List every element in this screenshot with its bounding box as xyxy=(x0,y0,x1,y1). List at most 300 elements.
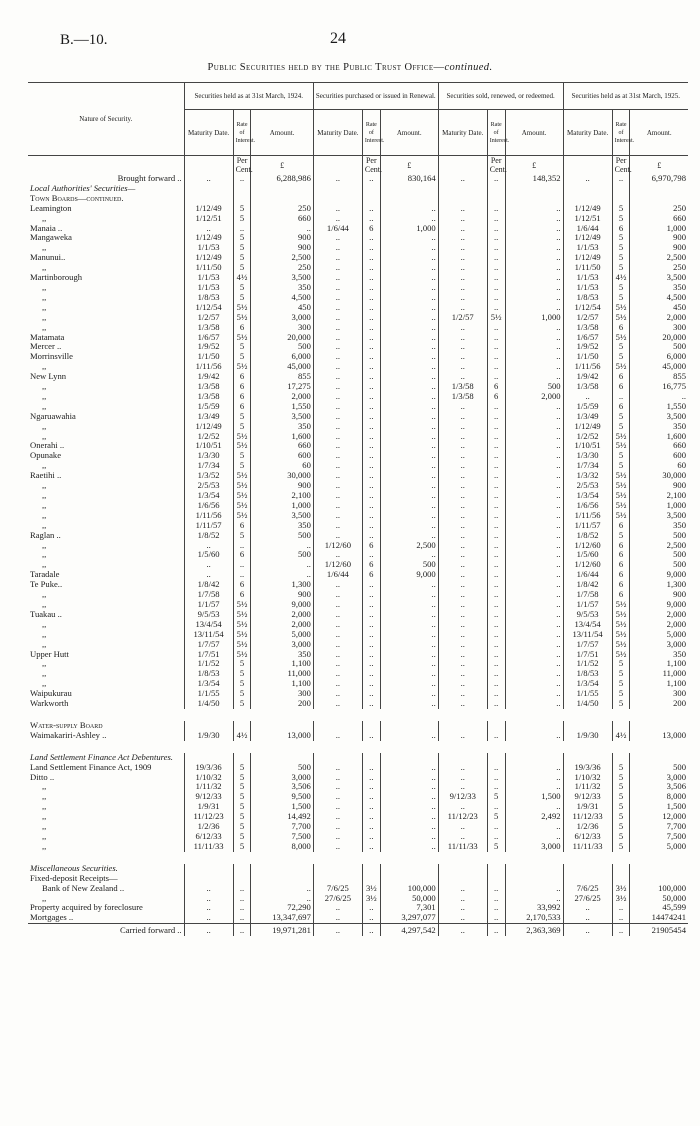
amount-cell: 45,599 xyxy=(630,903,688,913)
amount-cell: .. xyxy=(380,481,438,491)
amount-cell: 1,000 xyxy=(505,313,563,323)
amount-cell: 1,300 xyxy=(251,580,313,590)
amount-cell: .. xyxy=(380,263,438,273)
rate-cell: 5½ xyxy=(612,610,630,620)
rate-cell: .. xyxy=(362,650,380,660)
amount-cell: .. xyxy=(380,842,438,852)
amount-cell: .. xyxy=(380,402,438,412)
maturity-cell: .. xyxy=(438,669,487,679)
rate-cell: 5½ xyxy=(612,333,630,343)
amount-cell: 45,000 xyxy=(251,362,313,372)
security-name: Ditto .. xyxy=(30,771,55,782)
amount-cell: 4,500 xyxy=(630,293,688,303)
amount-cell: 900 xyxy=(251,233,313,243)
maturity-cell: .. xyxy=(313,782,362,792)
rate-cell: 6 xyxy=(362,224,380,234)
amount-cell: .. xyxy=(505,600,563,610)
rate-cell: 6 xyxy=(612,323,630,333)
maturity-cell: 1/9/30 xyxy=(184,731,233,741)
amount-cell: 660 xyxy=(251,214,313,224)
rate-cell: 5 xyxy=(233,792,251,802)
rate-cell: .. xyxy=(487,521,505,531)
amount-cell: .. xyxy=(380,253,438,263)
security-name: ,, xyxy=(42,321,47,332)
maturity-cell: 1/7/51 xyxy=(184,650,233,660)
security-name: Morrinsville xyxy=(30,351,73,362)
amount-cell: .. xyxy=(505,620,563,630)
amount-cell: .. xyxy=(380,659,438,669)
amount-cell: .. xyxy=(505,451,563,461)
rate-cell: .. xyxy=(487,669,505,679)
amount-cell: 60 xyxy=(251,461,313,471)
amount-cell: .. xyxy=(505,580,563,590)
amount-cell: 3,297,077 xyxy=(380,913,438,923)
maturity-cell: 1/11/57 xyxy=(184,521,233,531)
maturity-cell: .. xyxy=(184,884,233,894)
amount-cell: 4,297,542 xyxy=(380,924,438,936)
maturity-cell: .. xyxy=(313,273,362,283)
maturity-cell: 1/5/59 xyxy=(184,402,233,412)
maturity-cell: 1/1/52 xyxy=(184,659,233,669)
rate-cell: .. xyxy=(487,432,505,442)
amount-cell: 8,000 xyxy=(630,792,688,802)
amount-cell: .. xyxy=(380,550,438,560)
amount-cell: .. xyxy=(380,323,438,333)
amount-cell: .. xyxy=(380,822,438,832)
rate-cell: .. xyxy=(487,303,505,313)
amount-cell: 1,550 xyxy=(251,402,313,412)
maturity-cell: 9/12/33 xyxy=(438,792,487,802)
rate-cell: .. xyxy=(362,303,380,313)
amount-cell: .. xyxy=(380,392,438,402)
maturity-cell: 1/6/44 xyxy=(313,224,362,234)
rate-cell: .. xyxy=(487,253,505,263)
rate-cell: 5½ xyxy=(233,640,251,650)
amount-cell: 6,288,986 xyxy=(251,174,313,184)
rate-cell: 5½ xyxy=(233,501,251,511)
maturity-cell: .. xyxy=(313,432,362,442)
maturity-cell: .. xyxy=(438,802,487,812)
amount-cell: .. xyxy=(380,451,438,461)
amount-cell: 250 xyxy=(251,204,313,214)
amount-cell: .. xyxy=(380,382,438,392)
rate-cell: 5½ xyxy=(612,600,630,610)
rate-cell: .. xyxy=(487,174,505,184)
rate-cell: .. xyxy=(362,451,380,461)
table-row xyxy=(28,924,688,936)
maturity-cell: 13/11/54 xyxy=(184,630,233,640)
maturity-cell: 1/12/60 xyxy=(563,541,612,551)
amount-cell: .. xyxy=(380,233,438,243)
maturity-cell: 1/9/42 xyxy=(184,372,233,382)
rate-cell: .. xyxy=(362,521,380,531)
amount-cell: 50,000 xyxy=(630,894,688,904)
amount-cell: .. xyxy=(380,303,438,313)
security-name: Manunui.. xyxy=(30,252,66,263)
rate-cell: 5 xyxy=(233,531,251,541)
amount-cell: 350 xyxy=(251,650,313,660)
amount-cell: 500 xyxy=(630,531,688,541)
page-number: 24 xyxy=(330,30,346,47)
amount-cell: .. xyxy=(380,600,438,610)
rate-cell: 5½ xyxy=(233,610,251,620)
maturity-cell: 1/3/49 xyxy=(184,412,233,422)
maturity-cell: .. xyxy=(438,422,487,432)
rate-cell: 5 xyxy=(612,283,630,293)
amount-cell: .. xyxy=(505,283,563,293)
maturity-cell: .. xyxy=(438,352,487,362)
rate-cell: 5 xyxy=(233,253,251,263)
amount-cell: 450 xyxy=(630,303,688,313)
amount-cell: .. xyxy=(380,630,438,640)
maturity-cell: .. xyxy=(313,521,362,531)
maturity-cell: .. xyxy=(313,699,362,709)
rate-cell: .. xyxy=(487,630,505,640)
maturity-cell: .. xyxy=(563,174,612,184)
security-name: Opunake xyxy=(30,450,62,461)
security-name: ,, xyxy=(42,212,47,223)
maturity-cell: .. xyxy=(313,600,362,610)
amount-cell: 7,700 xyxy=(630,822,688,832)
security-name: Waimakariri-Ashley .. xyxy=(30,729,107,740)
maturity-cell: 1/9/31 xyxy=(184,802,233,812)
rate-cell: .. xyxy=(487,461,505,471)
amount-cell: 2,500 xyxy=(380,541,438,551)
maturity-cell: .. xyxy=(438,174,487,184)
rate-cell: 6 xyxy=(612,402,630,412)
rate-cell: 5 xyxy=(612,679,630,689)
security-name: Martinborough xyxy=(30,272,83,283)
amount-cell: .. xyxy=(380,511,438,521)
rate-cell: .. xyxy=(487,903,505,913)
maturity-cell: .. xyxy=(438,224,487,234)
amount-cell: .. xyxy=(505,541,563,551)
rate-cell: .. xyxy=(362,630,380,640)
maturity-cell: 1/12/49 xyxy=(563,253,612,263)
amount-cell: 350 xyxy=(630,283,688,293)
rate-cell: 5 xyxy=(612,659,630,669)
amount-cell: 8,000 xyxy=(251,842,313,852)
rate-cell: .. xyxy=(362,590,380,600)
rate-cell: .. xyxy=(487,699,505,709)
maturity-cell: 9/12/33 xyxy=(563,792,612,802)
maturity-cell: 1/11/57 xyxy=(563,521,612,531)
maturity-cell: .. xyxy=(438,679,487,689)
maturity-cell: 1/1/50 xyxy=(184,352,233,362)
security-name: Land Settlement Finance Act, 1909 xyxy=(30,761,152,772)
security-name: ,, xyxy=(42,490,47,500)
amount-cell: 1,100 xyxy=(630,679,688,689)
maturity-cell: 1/3/54 xyxy=(563,491,612,501)
rate-cell: .. xyxy=(487,610,505,620)
rate-cell: .. xyxy=(362,283,380,293)
amount-cell: .. xyxy=(380,283,438,293)
amount-cell: 3,500 xyxy=(630,273,688,283)
rate-cell: .. xyxy=(362,782,380,792)
section-heading: Land Settlement Finance Act Debentures. xyxy=(30,751,173,762)
maturity-cell: .. xyxy=(313,659,362,669)
amount-cell: 855 xyxy=(630,372,688,382)
amount-cell: 600 xyxy=(251,451,313,461)
security-name: ,, xyxy=(42,549,47,560)
rate-cell: 5 xyxy=(612,342,630,352)
amount-cell: 7,500 xyxy=(251,832,313,842)
rate-cell: .. xyxy=(612,903,630,913)
maturity-cell: .. xyxy=(438,763,487,773)
rate-cell: 5½ xyxy=(233,481,251,491)
security-name: ,, xyxy=(42,430,47,441)
maturity-cell: 1/5/59 xyxy=(563,402,612,412)
maturity-cell: .. xyxy=(438,372,487,382)
rate-cell: .. xyxy=(362,323,380,333)
maturity-cell: .. xyxy=(184,903,233,913)
table-row xyxy=(28,709,688,721)
amount-cell: .. xyxy=(505,773,563,783)
maturity-cell: .. xyxy=(438,773,487,783)
maturity-cell: 1/3/58 xyxy=(563,382,612,392)
amount-cell: 2,500 xyxy=(630,541,688,551)
maturity-cell: 1/12/51 xyxy=(184,214,233,224)
rate-cell: .. xyxy=(487,342,505,352)
security-name: Manaia .. xyxy=(30,222,63,233)
rate-cell: 5½ xyxy=(612,432,630,442)
amount-cell: .. xyxy=(505,481,563,491)
amount-cell: .. xyxy=(505,333,563,343)
amount-cell: 1,100 xyxy=(630,659,688,669)
amount-cell: .. xyxy=(380,362,438,372)
amount-cell: .. xyxy=(380,832,438,842)
rate-cell: .. xyxy=(362,402,380,412)
rate-cell: .. xyxy=(233,903,251,913)
rate-cell: .. xyxy=(487,402,505,412)
maturity-cell: .. xyxy=(438,913,487,923)
maturity-cell: 1/10/51 xyxy=(563,441,612,451)
rate-cell: .. xyxy=(233,174,251,184)
rate-cell: .. xyxy=(487,763,505,773)
amount-cell: .. xyxy=(380,432,438,442)
maturity-cell: 1/3/54 xyxy=(563,679,612,689)
maturity-cell: 9/12/33 xyxy=(184,792,233,802)
amount-cell: 2,000 xyxy=(251,620,313,630)
security-name: ,, xyxy=(42,499,47,510)
maturity-cell: 1/3/58 xyxy=(184,392,233,402)
amount-cell: .. xyxy=(505,501,563,511)
rate-cell: 6 xyxy=(612,541,630,551)
rate-cell: 3½ xyxy=(612,894,630,904)
rate-cell: 5 xyxy=(233,669,251,679)
amount-cell: .. xyxy=(505,412,563,422)
amount-cell: .. xyxy=(505,224,563,234)
amount-cell: 1,000 xyxy=(251,501,313,511)
units-row xyxy=(28,156,688,175)
security-name: Ngaruawahia xyxy=(30,410,76,421)
amount-cell: 2,000 xyxy=(251,610,313,620)
rate-cell: 5 xyxy=(612,451,630,461)
amount-cell: .. xyxy=(505,402,563,412)
security-name: ,, xyxy=(42,390,47,401)
amount-cell: 1,000 xyxy=(630,224,688,234)
amount-cell: .. xyxy=(505,461,563,471)
maturity-cell: .. xyxy=(313,903,362,913)
maturity-cell: 1/11/32 xyxy=(563,782,612,792)
amount-cell: .. xyxy=(505,659,563,669)
amount-cell: .. xyxy=(505,731,563,741)
maturity-cell: .. xyxy=(438,699,487,709)
rate-cell: .. xyxy=(362,342,380,352)
maturity-cell: 1/3/54 xyxy=(184,491,233,501)
amount-cell: 3,000 xyxy=(251,313,313,323)
amount-cell: 60 xyxy=(630,461,688,471)
maturity-cell: 1/6/44 xyxy=(563,224,612,234)
rate-cell: .. xyxy=(487,884,505,894)
amount-cell: 5,000 xyxy=(630,842,688,852)
rate-cell: 5 xyxy=(612,352,630,362)
maturity-cell: 1/1/57 xyxy=(563,600,612,610)
amount-cell: 2,000 xyxy=(630,313,688,323)
maturity-cell: 1/7/57 xyxy=(563,640,612,650)
amount-cell: 1,300 xyxy=(630,580,688,590)
amount-cell: 30,000 xyxy=(630,471,688,481)
maturity-cell: .. xyxy=(438,630,487,640)
amount-cell: 13,000 xyxy=(251,731,313,741)
maturity-cell: .. xyxy=(563,392,612,402)
maturity-cell: .. xyxy=(313,679,362,689)
maturity-cell: .. xyxy=(438,441,487,451)
maturity-cell: .. xyxy=(563,913,612,923)
rate-cell: 6 xyxy=(612,550,630,560)
amount-cell: 100,000 xyxy=(380,884,438,894)
maturity-cell: .. xyxy=(438,570,487,580)
security-name: Warkworth xyxy=(30,698,69,709)
maturity-cell: .. xyxy=(313,352,362,362)
security-name: Upper Hutt xyxy=(30,648,69,659)
maturity-cell: .. xyxy=(438,471,487,481)
amount-cell: 148,352 xyxy=(505,174,563,184)
security-name: ,, xyxy=(42,281,47,292)
amount-cell: 2,100 xyxy=(251,491,313,501)
rate-cell: 5 xyxy=(612,782,630,792)
rate-cell: .. xyxy=(362,204,380,214)
rate-cell: .. xyxy=(362,441,380,451)
rate-cell: 5 xyxy=(612,531,630,541)
rate-cell: .. xyxy=(487,333,505,343)
maturity-cell: .. xyxy=(563,903,612,913)
rate-cell: 5 xyxy=(612,243,630,253)
rate-cell: 5 xyxy=(233,812,251,822)
maturity-cell: 1/7/57 xyxy=(184,640,233,650)
amount-cell: 900 xyxy=(251,481,313,491)
security-name: ,, xyxy=(42,361,47,372)
rate-cell: 5 xyxy=(612,669,630,679)
rate-cell: 6 xyxy=(233,590,251,600)
col-amount: Amount. xyxy=(380,110,438,156)
rate-cell: 5½ xyxy=(612,650,630,660)
rate-cell: .. xyxy=(487,412,505,422)
maturity-cell: .. xyxy=(438,521,487,531)
security-name: ,, xyxy=(42,400,47,411)
maturity-cell: 1/2/52 xyxy=(563,432,612,442)
amount-cell: 6,970,798 xyxy=(630,174,688,184)
security-name: ,, xyxy=(42,668,47,679)
rate-cell: .. xyxy=(362,511,380,521)
amount-cell: 13,000 xyxy=(630,731,688,741)
rate-cell: 5 xyxy=(233,233,251,243)
maturity-cell: .. xyxy=(438,550,487,560)
maturity-cell: 1/1/55 xyxy=(184,689,233,699)
maturity-cell: 1/1/55 xyxy=(563,689,612,699)
title-continued: continued. xyxy=(444,62,493,73)
amount-cell: 600 xyxy=(630,451,688,461)
rate-cell: .. xyxy=(362,174,380,184)
maturity-cell: .. xyxy=(313,913,362,923)
amount-cell: .. xyxy=(505,204,563,214)
maturity-cell: 1/3/58 xyxy=(184,323,233,333)
maturity-cell: .. xyxy=(313,342,362,352)
rate-cell: 5½ xyxy=(612,313,630,323)
rate-cell: .. xyxy=(487,580,505,590)
unit-rate: Per Cent. xyxy=(233,156,251,175)
rate-cell: .. xyxy=(487,731,505,741)
amount-cell: .. xyxy=(505,491,563,501)
rate-cell: 5 xyxy=(612,293,630,303)
amount-cell: .. xyxy=(505,521,563,531)
maturity-cell: 1/3/58 xyxy=(438,382,487,392)
amount-cell: .. xyxy=(505,699,563,709)
rate-cell: 5 xyxy=(612,214,630,224)
amount-cell: 16,775 xyxy=(630,382,688,392)
amount-cell: .. xyxy=(380,669,438,679)
amount-cell: 660 xyxy=(630,214,688,224)
maturity-cell: 1/8/42 xyxy=(563,580,612,590)
maturity-cell: .. xyxy=(438,293,487,303)
rate-cell: 5 xyxy=(233,842,251,852)
rate-cell: .. xyxy=(362,689,380,699)
amount-cell: .. xyxy=(380,802,438,812)
maturity-cell: .. xyxy=(313,362,362,372)
rate-cell: .. xyxy=(362,253,380,263)
maturity-cell: .. xyxy=(313,812,362,822)
amount-cell: 1,600 xyxy=(251,432,313,442)
amount-cell: 3,000 xyxy=(251,640,313,650)
amount-cell: .. xyxy=(505,570,563,580)
amount-cell: 350 xyxy=(630,422,688,432)
rate-cell: 6 xyxy=(612,382,630,392)
security-name: ,, xyxy=(42,420,47,431)
unit-rate: Per Cent. xyxy=(612,156,630,175)
rate-cell: .. xyxy=(487,372,505,382)
rate-cell: 5 xyxy=(233,293,251,303)
rate-cell: .. xyxy=(362,600,380,610)
maturity-cell: 1/9/30 xyxy=(563,731,612,741)
security-name: Onerahi .. xyxy=(30,440,65,451)
amount-cell: 33,992 xyxy=(505,903,563,913)
rate-cell: 5½ xyxy=(612,620,630,630)
maturity-cell: .. xyxy=(313,481,362,491)
amount-cell: 45,000 xyxy=(630,362,688,372)
amount-cell: .. xyxy=(380,491,438,501)
maturity-cell: .. xyxy=(438,263,487,273)
maturity-cell: .. xyxy=(313,731,362,741)
amount-cell: 500 xyxy=(251,531,313,541)
amount-cell: .. xyxy=(380,792,438,802)
rate-cell: .. xyxy=(362,313,380,323)
unit-amount: £ xyxy=(380,156,438,175)
maturity-cell: 1/11/56 xyxy=(563,511,612,521)
maturity-cell: 1/1/53 xyxy=(563,273,612,283)
rate-cell: .. xyxy=(487,679,505,689)
maturity-cell: .. xyxy=(438,501,487,511)
rate-cell: 5 xyxy=(612,412,630,422)
